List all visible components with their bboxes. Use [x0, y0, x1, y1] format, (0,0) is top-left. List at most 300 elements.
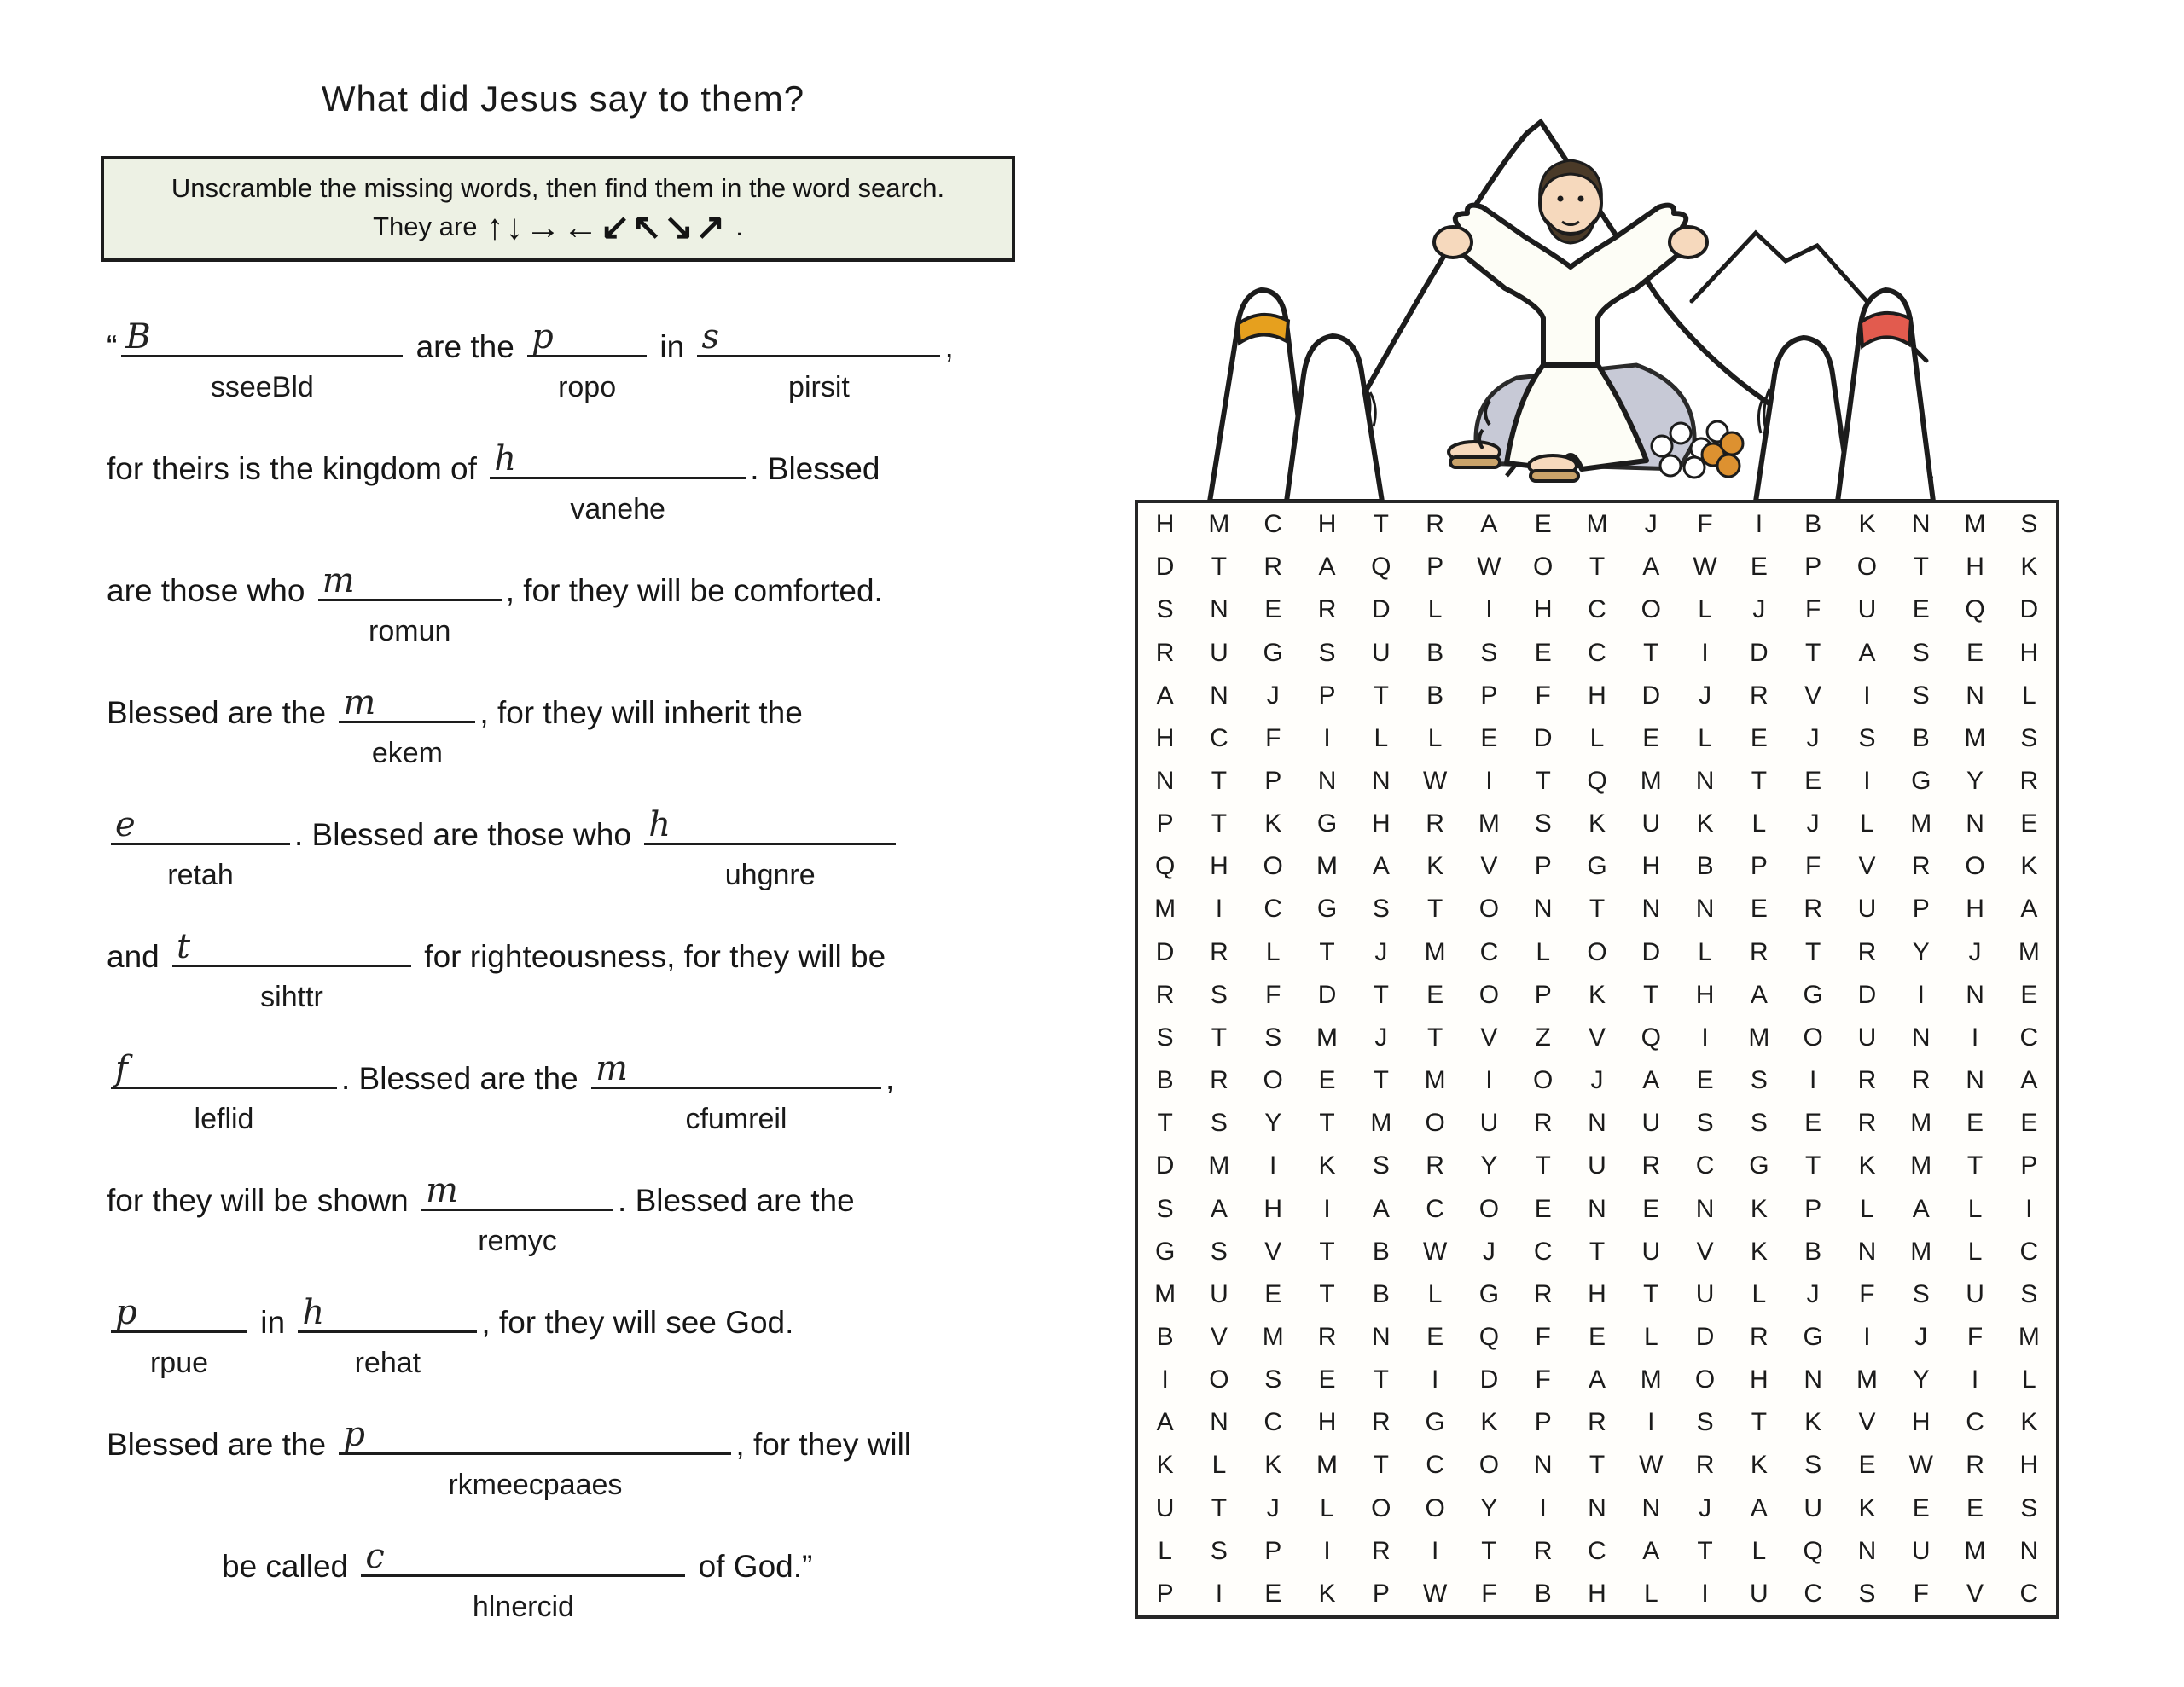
- word-search-letter[interactable]: K: [1750, 1194, 1768, 1223]
- word-search-letter[interactable]: H: [1533, 595, 1553, 624]
- word-search-letter[interactable]: N: [1966, 1066, 1984, 1095]
- word-search-letter[interactable]: M: [1748, 1023, 1770, 1052]
- word-search-letter[interactable]: R: [1750, 1322, 1769, 1351]
- word-search-letter[interactable]: U: [1155, 1493, 1175, 1522]
- word-search-letter[interactable]: L: [1751, 809, 1767, 838]
- word-search-letter[interactable]: L: [1751, 1279, 1767, 1308]
- word-search-letter[interactable]: R: [1210, 937, 1228, 966]
- word-search-letter[interactable]: T: [1805, 1151, 1821, 1180]
- word-search-letter[interactable]: V: [1210, 1322, 1228, 1351]
- word-search-letter[interactable]: R: [1317, 595, 1337, 624]
- word-search-letter[interactable]: L: [1860, 1194, 1874, 1223]
- word-search-letter[interactable]: S: [1372, 895, 1390, 924]
- word-search-letter[interactable]: E: [1264, 1579, 1282, 1608]
- word-search-letter[interactable]: I: [1809, 1066, 1817, 1095]
- word-search-letter[interactable]: D: [1371, 595, 1391, 624]
- word-search-letter[interactable]: S: [1804, 1451, 1822, 1480]
- word-search-letter[interactable]: A: [1210, 1194, 1228, 1223]
- word-search-letter[interactable]: L: [1265, 937, 1281, 966]
- word-search-letter[interactable]: H: [1588, 1279, 1606, 1308]
- word-search-letter[interactable]: M: [1424, 1066, 1446, 1095]
- word-search-letter[interactable]: L: [1860, 809, 1874, 838]
- word-search-letter[interactable]: K: [1804, 1408, 1822, 1437]
- word-search-letter[interactable]: C: [1479, 937, 1499, 966]
- word-search-letter[interactable]: C: [1588, 638, 1606, 667]
- word-search-letter[interactable]: Q: [1803, 1536, 1823, 1565]
- word-search-letter[interactable]: S: [2020, 723, 2038, 752]
- word-search-letter[interactable]: R: [1533, 1279, 1553, 1308]
- word-search-letter[interactable]: N: [1804, 1365, 1822, 1394]
- answer-blank[interactable]: [527, 314, 647, 403]
- word-search-letter[interactable]: F: [1966, 1322, 1984, 1351]
- word-search-letter[interactable]: I: [1917, 980, 1925, 1009]
- word-search-letter[interactable]: N: [1155, 766, 1175, 795]
- word-search-letter[interactable]: P: [1912, 895, 1930, 924]
- word-search-letter[interactable]: A: [1858, 638, 1876, 667]
- word-search-letter[interactable]: L: [1427, 595, 1443, 624]
- word-search-letter[interactable]: P: [1264, 1536, 1282, 1565]
- word-search-letter[interactable]: M: [1154, 1279, 1176, 1308]
- word-search-letter[interactable]: L: [1427, 723, 1443, 752]
- word-search-letter[interactable]: J: [1266, 681, 1280, 710]
- word-search-letter[interactable]: I: [1431, 1536, 1439, 1565]
- word-search-letter[interactable]: D: [1155, 553, 1175, 582]
- word-search-letter[interactable]: E: [1426, 980, 1444, 1009]
- word-search-letter[interactable]: A: [1642, 553, 1660, 582]
- word-search-letter[interactable]: L: [1427, 1279, 1443, 1308]
- word-search-letter[interactable]: T: [1426, 1023, 1443, 1052]
- word-search-letter[interactable]: B: [1156, 1066, 1174, 1095]
- word-search-letter[interactable]: U: [1479, 1109, 1499, 1138]
- word-search-letter[interactable]: S: [2020, 1493, 2038, 1522]
- word-search-letter[interactable]: T: [1373, 1066, 1389, 1095]
- word-search-letter[interactable]: P: [1426, 553, 1444, 582]
- word-search-letter[interactable]: D: [1155, 1151, 1175, 1180]
- word-search-letter[interactable]: E: [2020, 980, 2038, 1009]
- word-search-letter[interactable]: R: [1750, 937, 1769, 966]
- word-search-letter[interactable]: K: [1858, 1151, 1876, 1180]
- word-search-letter[interactable]: J: [1968, 937, 1982, 966]
- word-search-letter[interactable]: Y: [1912, 1365, 1930, 1394]
- word-search-letter[interactable]: D: [1641, 681, 1661, 710]
- word-search-letter[interactable]: I: [1701, 1579, 1709, 1608]
- word-search-letter[interactable]: R: [2019, 766, 2039, 795]
- word-search-letter[interactable]: H: [1155, 510, 1175, 539]
- word-search-letter[interactable]: T: [1481, 1536, 1497, 1565]
- word-search-letter[interactable]: S: [1534, 809, 1552, 838]
- word-search-letter[interactable]: J: [1590, 1066, 1604, 1095]
- word-search-letter[interactable]: O: [1533, 1066, 1554, 1095]
- word-search-letter[interactable]: S: [1318, 638, 1336, 667]
- word-search-letter[interactable]: U: [1966, 1279, 1984, 1308]
- word-search-letter[interactable]: L: [1967, 1194, 1983, 1223]
- word-search-letter[interactable]: P: [1804, 1194, 1822, 1223]
- word-search-letter[interactable]: K: [1426, 852, 1444, 881]
- word-search-letter[interactable]: E: [1696, 1066, 1714, 1095]
- word-search-letter[interactable]: E: [1912, 1493, 1930, 1522]
- word-search-letter[interactable]: M: [1640, 766, 1662, 795]
- word-search-letter[interactable]: S: [1696, 1408, 1714, 1437]
- word-search-letter[interactable]: S: [1210, 980, 1228, 1009]
- word-search-letter[interactable]: B: [1372, 1237, 1390, 1266]
- word-search-letter[interactable]: T: [1319, 1279, 1335, 1308]
- word-search-letter[interactable]: S: [1858, 1579, 1876, 1608]
- word-search-letter[interactable]: Y: [1912, 937, 1930, 966]
- word-search-letter[interactable]: S: [1156, 595, 1174, 624]
- word-search-letter[interactable]: U: [1588, 1151, 1606, 1180]
- word-search-letter[interactable]: K: [1750, 1451, 1768, 1480]
- word-search-letter[interactable]: J: [1266, 1493, 1280, 1522]
- word-search-letter[interactable]: T: [1211, 766, 1228, 795]
- word-search-letter[interactable]: P: [1318, 681, 1336, 710]
- word-search-letter[interactable]: L: [2022, 681, 2036, 710]
- word-search-letter[interactable]: R: [1371, 1536, 1391, 1565]
- word-search-letter[interactable]: C: [1263, 510, 1283, 539]
- word-search-letter[interactable]: C: [1263, 1408, 1283, 1437]
- word-search-letter[interactable]: I: [1863, 681, 1871, 710]
- answer-blank[interactable]: [172, 924, 411, 1013]
- word-search-letter[interactable]: R: [1641, 1151, 1661, 1180]
- word-search-letter[interactable]: M: [1154, 895, 1176, 924]
- word-search-letter[interactable]: D: [1317, 980, 1337, 1009]
- answer-blank[interactable]: [111, 802, 290, 891]
- word-search-letter[interactable]: I: [1701, 638, 1709, 667]
- word-search-letter[interactable]: T: [1589, 895, 1606, 924]
- word-search-letter[interactable]: T: [1805, 937, 1821, 966]
- word-search-letter[interactable]: G: [1803, 1322, 1823, 1351]
- word-search-letter[interactable]: B: [1912, 723, 1930, 752]
- word-search-letter[interactable]: R: [1804, 895, 1822, 924]
- word-search-letter[interactable]: O: [1641, 595, 1661, 624]
- word-search-letter[interactable]: C: [1533, 1237, 1553, 1266]
- word-search-letter[interactable]: R: [1857, 1066, 1877, 1095]
- word-search-letter[interactable]: T: [1211, 553, 1228, 582]
- word-search-letter[interactable]: W: [1908, 1451, 1933, 1480]
- word-search-letter[interactable]: I: [1323, 1536, 1331, 1565]
- word-search-letter[interactable]: V: [1858, 852, 1876, 881]
- word-search-letter[interactable]: H: [2019, 1451, 2039, 1480]
- word-search-letter[interactable]: D: [1479, 1365, 1499, 1394]
- word-search-letter[interactable]: E: [1912, 595, 1930, 624]
- word-search-letter[interactable]: I: [1701, 1023, 1709, 1052]
- word-search-letter[interactable]: E: [1966, 638, 1984, 667]
- word-search-letter[interactable]: S: [1264, 1365, 1282, 1394]
- word-search-letter[interactable]: B: [1804, 1237, 1822, 1266]
- word-search-letter[interactable]: N: [1911, 510, 1931, 539]
- word-search-letter[interactable]: D: [1641, 937, 1661, 966]
- answer-blank[interactable]: [591, 1046, 881, 1135]
- answer-blank[interactable]: [318, 558, 502, 647]
- word-search-letter[interactable]: U: [1804, 1493, 1822, 1522]
- word-search-letter[interactable]: Q: [1371, 553, 1391, 582]
- word-search-letter[interactable]: G: [1478, 1279, 1500, 1308]
- word-search-letter[interactable]: R: [1857, 1109, 1877, 1138]
- word-search-letter[interactable]: K: [1588, 980, 1606, 1009]
- word-search-letter[interactable]: K: [1480, 1408, 1498, 1437]
- word-search-letter[interactable]: O: [1478, 980, 1500, 1009]
- word-search-letter[interactable]: E: [1480, 723, 1498, 752]
- word-search-letter[interactable]: M: [1478, 809, 1500, 838]
- word-search-letter[interactable]: D: [1857, 980, 1877, 1009]
- word-search-letter[interactable]: N: [1641, 1493, 1661, 1522]
- word-search-letter[interactable]: U: [1857, 895, 1877, 924]
- word-search-letter[interactable]: T: [1751, 1408, 1768, 1437]
- word-search-letter[interactable]: C: [1263, 895, 1283, 924]
- word-search-letter[interactable]: A: [1156, 1408, 1174, 1437]
- word-search-letter[interactable]: A: [1642, 1536, 1660, 1565]
- word-search-letter[interactable]: A: [1372, 852, 1390, 881]
- word-search-letter[interactable]: R: [1588, 1408, 1606, 1437]
- word-search-letter[interactable]: T: [1426, 895, 1443, 924]
- word-search-letter[interactable]: O: [1478, 895, 1500, 924]
- word-search-letter[interactable]: K: [2020, 852, 2038, 881]
- word-search-letter[interactable]: T: [1211, 1023, 1228, 1052]
- word-search-letter[interactable]: B: [1804, 510, 1822, 539]
- word-search-letter[interactable]: R: [1155, 980, 1175, 1009]
- word-search-letter[interactable]: P: [1534, 852, 1552, 881]
- word-search-letter[interactable]: W: [1477, 553, 1502, 582]
- word-search-letter[interactable]: I: [1971, 1023, 1979, 1052]
- word-search-letter[interactable]: E: [2020, 1109, 2038, 1138]
- word-search-letter[interactable]: Y: [1480, 1493, 1498, 1522]
- word-search-letter[interactable]: M: [1910, 1151, 1932, 1180]
- word-search-letter[interactable]: J: [1482, 1237, 1496, 1266]
- word-search-letter[interactable]: F: [1535, 1365, 1551, 1394]
- word-search-letter[interactable]: A: [1156, 681, 1174, 710]
- word-search-letter[interactable]: N: [1533, 895, 1553, 924]
- word-search-letter[interactable]: L: [1320, 1493, 1334, 1522]
- word-search-letter[interactable]: T: [1211, 1493, 1228, 1522]
- word-search-letter[interactable]: M: [1964, 723, 1986, 752]
- word-search-letter[interactable]: S: [1696, 1109, 1714, 1138]
- word-search-letter[interactable]: M: [1370, 1109, 1392, 1138]
- word-search-letter[interactable]: T: [1211, 809, 1228, 838]
- word-search-letter[interactable]: W: [1639, 1451, 1664, 1480]
- word-search-letter[interactable]: C: [1695, 1151, 1715, 1180]
- word-search-letter[interactable]: H: [1588, 1579, 1606, 1608]
- word-search-letter[interactable]: T: [1643, 638, 1659, 667]
- answer-blank[interactable]: [644, 802, 896, 891]
- word-search-letter[interactable]: F: [1265, 980, 1281, 1009]
- word-search-letter[interactable]: G: [1316, 895, 1338, 924]
- word-search-letter[interactable]: N: [1371, 1322, 1391, 1351]
- word-search-letter[interactable]: R: [1155, 638, 1175, 667]
- word-search-letter[interactable]: V: [1858, 1408, 1876, 1437]
- word-search-letter[interactable]: L: [1967, 1237, 1983, 1266]
- word-search-letter[interactable]: H: [1588, 681, 1606, 710]
- word-search-letter[interactable]: T: [1373, 681, 1389, 710]
- word-search-letter[interactable]: C: [1588, 1536, 1606, 1565]
- word-search-letter[interactable]: B: [1696, 852, 1714, 881]
- word-search-letter[interactable]: F: [1265, 723, 1281, 752]
- word-search-letter[interactable]: I: [1863, 766, 1871, 795]
- word-search-letter[interactable]: E: [1750, 895, 1768, 924]
- word-search-letter[interactable]: O: [1263, 852, 1283, 881]
- word-search-letter[interactable]: U: [1911, 1536, 1931, 1565]
- word-search-letter[interactable]: P: [1372, 1579, 1390, 1608]
- word-search-letter[interactable]: O: [1478, 1451, 1500, 1480]
- word-search-letter[interactable]: M: [1964, 510, 1986, 539]
- word-search-letter[interactable]: C: [1426, 1451, 1444, 1480]
- word-search-letter[interactable]: N: [1857, 1536, 1877, 1565]
- word-search-letter[interactable]: U: [1750, 1579, 1769, 1608]
- word-search-letter[interactable]: N: [1210, 681, 1228, 710]
- word-search-letter[interactable]: N: [1588, 1493, 1606, 1522]
- word-search-letter[interactable]: F: [1913, 1579, 1929, 1608]
- word-search-letter[interactable]: E: [1264, 1279, 1282, 1308]
- word-search-letter[interactable]: R: [1857, 937, 1877, 966]
- word-search-letter[interactable]: S: [1210, 1109, 1228, 1138]
- word-search-letter[interactable]: Q: [1154, 852, 1176, 881]
- word-search-letter[interactable]: D: [1155, 937, 1175, 966]
- word-search-letter[interactable]: S: [1912, 1279, 1930, 1308]
- word-search-letter[interactable]: H: [1155, 723, 1175, 752]
- word-search-letter[interactable]: K: [1156, 1451, 1174, 1480]
- word-search-letter[interactable]: H: [1911, 1408, 1931, 1437]
- word-search-letter[interactable]: K: [1858, 510, 1876, 539]
- word-search-letter[interactable]: E: [1264, 595, 1282, 624]
- word-search-letter[interactable]: Y: [1966, 766, 1984, 795]
- word-search-letter[interactable]: B: [1426, 681, 1444, 710]
- word-search-letter[interactable]: M: [1316, 1451, 1339, 1480]
- word-search-letter[interactable]: L: [1698, 595, 1712, 624]
- word-search-letter[interactable]: K: [1318, 1579, 1336, 1608]
- word-search-letter[interactable]: E: [2020, 809, 2038, 838]
- word-search-letter[interactable]: N: [1533, 1451, 1553, 1480]
- word-search-letter[interactable]: C: [2019, 1579, 2039, 1608]
- word-search-letter[interactable]: H: [1371, 809, 1391, 838]
- answer-blank[interactable]: [490, 436, 746, 525]
- word-search-letter[interactable]: K: [1858, 1493, 1876, 1522]
- word-search-letter[interactable]: K: [1318, 1151, 1336, 1180]
- word-search-letter[interactable]: E: [1534, 638, 1552, 667]
- word-search-letter[interactable]: I: [1485, 766, 1493, 795]
- word-search-letter[interactable]: O: [1209, 1365, 1229, 1394]
- word-search-letter[interactable]: W: [1422, 1237, 1448, 1266]
- word-search-letter[interactable]: Q: [1478, 1322, 1500, 1351]
- word-search-letter[interactable]: S: [1156, 1194, 1174, 1223]
- word-search-letter[interactable]: T: [1535, 766, 1551, 795]
- word-search-letter[interactable]: N: [1210, 1408, 1228, 1437]
- word-search-letter[interactable]: T: [1913, 553, 1929, 582]
- word-search-letter[interactable]: T: [1373, 980, 1389, 1009]
- word-search-letter[interactable]: T: [1319, 1109, 1335, 1138]
- word-search-letter[interactable]: O: [1425, 1109, 1445, 1138]
- word-search-letter[interactable]: F: [1535, 1322, 1551, 1351]
- word-search-letter[interactable]: I: [1269, 1151, 1277, 1180]
- word-search-letter[interactable]: B: [1372, 1279, 1390, 1308]
- answer-blank[interactable]: [421, 1168, 613, 1257]
- word-search-letter[interactable]: P: [1750, 852, 1768, 881]
- word-search-letter[interactable]: M: [1316, 852, 1339, 881]
- word-search-letter[interactable]: Z: [1535, 1023, 1551, 1052]
- word-search-letter[interactable]: L: [1536, 937, 1551, 966]
- word-search-letter[interactable]: F: [1535, 681, 1551, 710]
- word-search-letter[interactable]: U: [1210, 638, 1228, 667]
- word-search-letter[interactable]: D: [1533, 723, 1553, 752]
- word-search-letter[interactable]: S: [1372, 1151, 1390, 1180]
- word-search-letter[interactable]: L: [1698, 937, 1712, 966]
- word-search-letter[interactable]: C: [1426, 1194, 1444, 1223]
- word-search-letter[interactable]: U: [1857, 1023, 1877, 1052]
- answer-blank[interactable]: [111, 1290, 247, 1379]
- word-search-letter[interactable]: A: [1588, 1365, 1606, 1394]
- word-search-letter[interactable]: R: [1263, 553, 1283, 582]
- word-search-letter[interactable]: G: [1316, 809, 1338, 838]
- word-search-letter[interactable]: M: [1856, 1365, 1878, 1394]
- word-search-letter[interactable]: M: [1316, 1023, 1339, 1052]
- word-search-letter[interactable]: T: [1535, 1151, 1551, 1180]
- word-search-letter[interactable]: R: [1210, 1066, 1228, 1095]
- word-search-letter[interactable]: F: [1481, 1579, 1497, 1608]
- word-search-letter[interactable]: I: [1323, 723, 1331, 752]
- word-search-letter[interactable]: R: [1426, 1151, 1444, 1180]
- word-search-letter[interactable]: A: [1480, 510, 1498, 539]
- word-search-letter[interactable]: V: [1588, 1023, 1606, 1052]
- word-search-letter[interactable]: I: [2025, 1194, 2033, 1223]
- word-search-letter[interactable]: I: [1431, 1365, 1439, 1394]
- word-search-letter[interactable]: N: [1695, 895, 1715, 924]
- word-search-letter[interactable]: A: [1912, 1194, 1930, 1223]
- word-search-letter[interactable]: F: [1805, 852, 1821, 881]
- word-search-letter[interactable]: P: [1156, 1579, 1174, 1608]
- answer-blank[interactable]: [339, 680, 475, 769]
- word-search-letter[interactable]: H: [2019, 638, 2039, 667]
- word-search-letter[interactable]: E: [1750, 553, 1768, 582]
- word-search-letter[interactable]: S: [1264, 1023, 1282, 1052]
- word-search-letter[interactable]: M: [1640, 1365, 1662, 1394]
- word-search-letter[interactable]: N: [1966, 681, 1984, 710]
- word-search-letter[interactable]: L: [1643, 1322, 1658, 1351]
- word-search-letter[interactable]: G: [1749, 1151, 1769, 1180]
- word-search-letter[interactable]: K: [1588, 809, 1606, 838]
- word-search-letter[interactable]: S: [1156, 1023, 1174, 1052]
- word-search-letter[interactable]: J: [1374, 1023, 1388, 1052]
- word-search-letter[interactable]: W: [1693, 553, 1717, 582]
- word-search-letter[interactable]: G: [1154, 1237, 1176, 1266]
- word-search-letter[interactable]: B: [1156, 1322, 1174, 1351]
- word-search-letter[interactable]: K: [1264, 1451, 1282, 1480]
- word-search-letter[interactable]: G: [1425, 1408, 1445, 1437]
- word-search-letter[interactable]: P: [1534, 980, 1552, 1009]
- word-search-letter[interactable]: A: [1642, 1066, 1660, 1095]
- word-search-letter[interactable]: P: [1264, 766, 1282, 795]
- word-search-letter[interactable]: U: [1371, 638, 1391, 667]
- word-search-letter[interactable]: A: [2020, 1066, 2038, 1095]
- word-search-letter[interactable]: H: [1210, 852, 1228, 881]
- word-search-letter[interactable]: A: [1750, 1493, 1768, 1522]
- word-search-letter[interactable]: I: [1215, 1579, 1223, 1608]
- word-search-letter[interactable]: R: [1426, 510, 1444, 539]
- word-search-letter[interactable]: I: [1323, 1194, 1331, 1223]
- word-search-letter[interactable]: U: [1641, 1237, 1661, 1266]
- word-search-letter[interactable]: E: [1588, 1322, 1606, 1351]
- word-search-letter[interactable]: O: [1371, 1493, 1391, 1522]
- word-search-letter[interactable]: O: [1965, 852, 1985, 881]
- word-search-letter[interactable]: J: [1374, 937, 1388, 966]
- word-search-letter[interactable]: O: [1425, 1493, 1445, 1522]
- word-search-letter[interactable]: M: [1910, 1237, 1932, 1266]
- word-search-letter[interactable]: E: [1642, 723, 1660, 752]
- word-search-letter[interactable]: T: [1319, 937, 1335, 966]
- word-search-letter[interactable]: E: [1534, 1194, 1552, 1223]
- word-search-letter[interactable]: S: [1912, 638, 1930, 667]
- word-search-letter[interactable]: S: [1912, 681, 1930, 710]
- word-search-letter[interactable]: V: [1264, 1237, 1282, 1266]
- answer-blank[interactable]: [697, 314, 940, 403]
- word-search-letter[interactable]: I: [1161, 1365, 1169, 1394]
- word-search-letter[interactable]: V: [1480, 852, 1498, 881]
